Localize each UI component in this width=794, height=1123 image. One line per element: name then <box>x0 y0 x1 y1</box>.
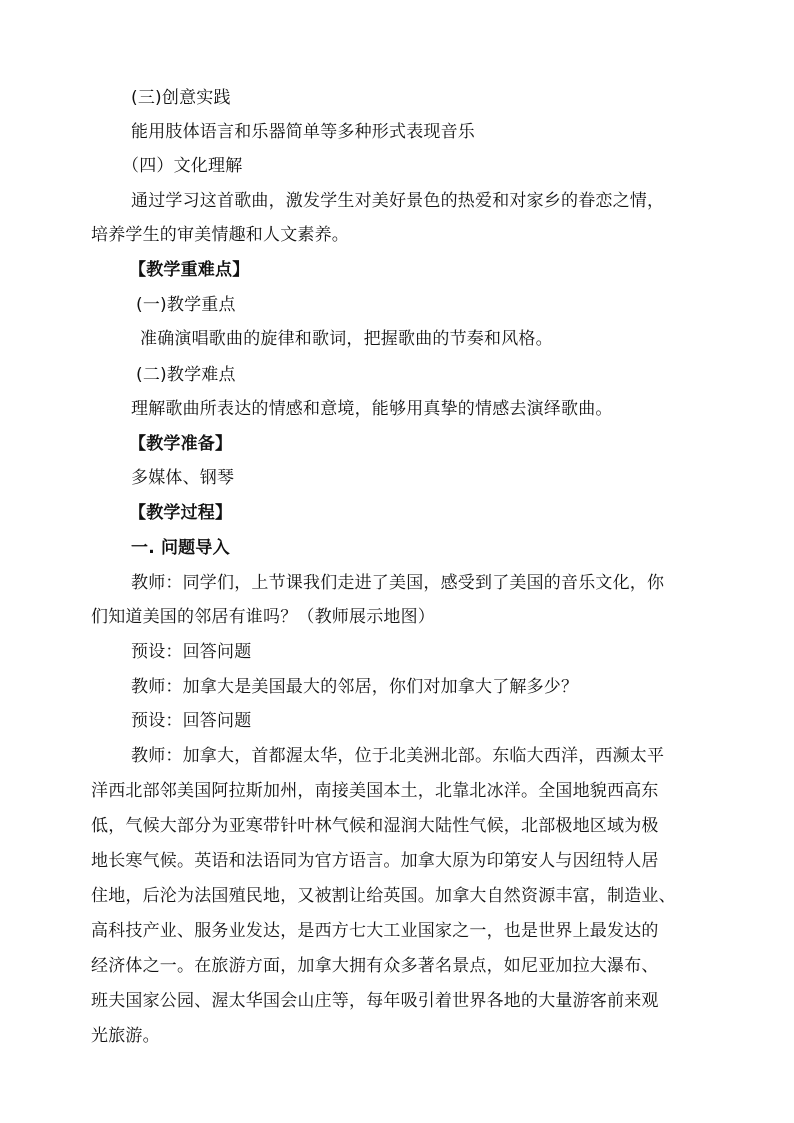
body-teaching-preparation: 多媒体、钢琴 <box>131 468 235 488</box>
paragraph-1-line-1: 教师：同学们，上节课我们走进了美国，感受到了美国的音乐文化，你 <box>131 573 665 593</box>
section-body-cultural-line-2: 培养学生的审美情趣和人文素养。 <box>91 225 349 245</box>
heading-teaching-preparation: 【教学准备】 <box>129 434 233 454</box>
paragraph-5-line-7: 经济体之一。在旅游方面，加拿大拥有众多著名景点，如尼亚加拉大瀑布、 <box>91 956 659 976</box>
heading-key-difficult-points: 【教学重难点】 <box>129 260 250 280</box>
body-difficult-point: 理解歌曲所表达的情感和意境，能够用真挚的情感去演绎歌曲。 <box>131 399 613 419</box>
subheading-key-point: (一)教学重点 <box>136 295 236 315</box>
step-title-question-introduction: 一. 问题导入 <box>131 538 230 558</box>
paragraph-3: 教师：加拿大是美国最大的邻居，你们对加拿大了解多少？ <box>131 677 579 697</box>
paragraph-5-line-6: 高科技产业、服务业发达，是西方七大工业国家之一，也是世界上最发达的 <box>91 921 659 941</box>
paragraph-5-line-5: 住地，后沦为法国殖民地，又被割让给英国。加拿大自然资源丰富，制造业、 <box>91 886 676 906</box>
subheading-difficult-point: (二)教学难点 <box>136 365 236 385</box>
paragraph-5-line-1: 教师：加拿大，首都渥太华，位于北美洲北部。东临大西洋，西濒太平 <box>131 746 665 766</box>
paragraph-1-line-2: 们知道美国的邻居有谁吗？（教师展示地图） <box>91 607 435 627</box>
body-key-point: 准确演唱歌曲的旋律和歌词，把握歌曲的节奏和风格。 <box>140 329 553 349</box>
heading-teaching-process: 【教学过程】 <box>129 503 233 523</box>
paragraph-4: 预设：回答问题 <box>131 711 252 731</box>
paragraph-2: 预设：回答问题 <box>131 642 252 662</box>
section-body-creative-practice: 能用肢体语言和乐器简单等多种形式表现音乐 <box>131 122 475 142</box>
paragraph-5-line-9: 光旅游。 <box>91 1026 160 1046</box>
section-title-creative-practice: (三)创意实践 <box>131 88 231 108</box>
section-title-cultural-understanding: （四）文化理解 <box>122 156 243 176</box>
paragraph-5-line-2: 洋西北部邻美国阿拉斯加州，南接美国本土，北靠北冰洋。全国地貌西高东 <box>91 781 659 801</box>
paragraph-5-line-4: 地长寒气候。英语和法语同为官方语言。加拿大原为印第安人与因纽特人居 <box>91 851 659 871</box>
paragraph-5-line-8: 班夫国家公园、渥太华国会山庄等，每年吸引着世界各地的大量游客前来观 <box>91 991 659 1011</box>
paragraph-5-line-3: 低，气候大部分为亚寒带针叶林气候和湿润大陆性气候，北部极地区域为极 <box>91 816 659 836</box>
section-body-cultural-line-1: 通过学习这首歌曲，激发学生对美好景色的热爱和对家乡的眷恋之情， <box>131 191 665 211</box>
